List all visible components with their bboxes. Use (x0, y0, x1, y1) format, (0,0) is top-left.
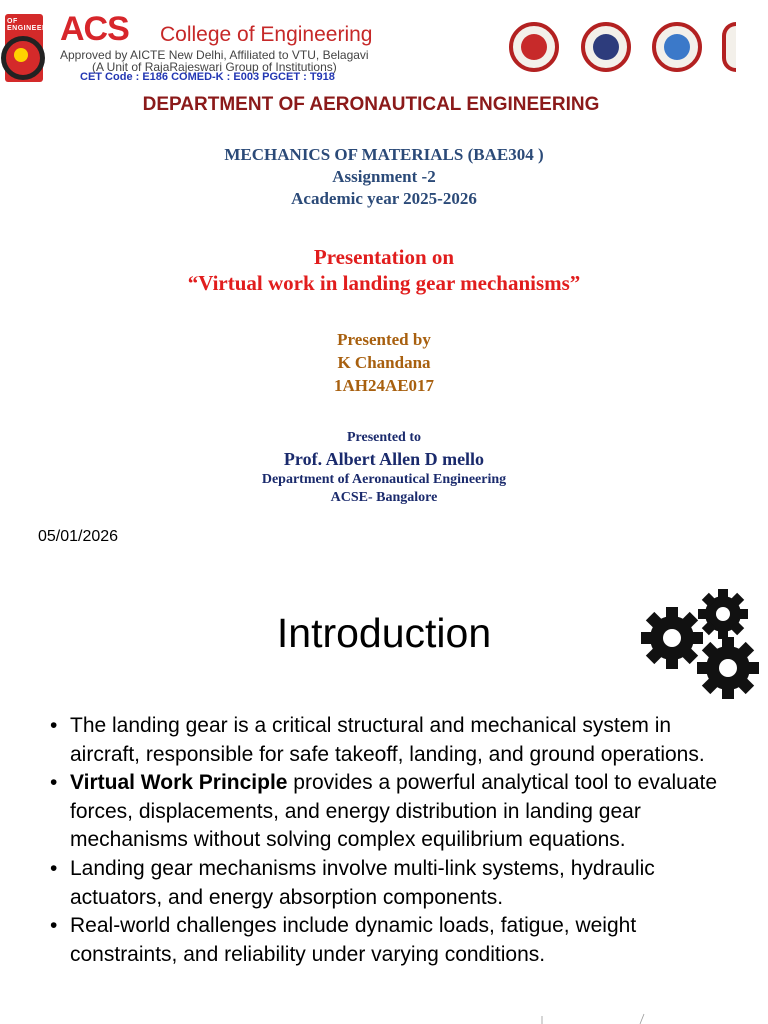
presentation-on-label: Presentation on (313, 245, 455, 269)
student-name: K Chandana (337, 353, 431, 372)
bullet-bold: Virtual Work Principle (70, 771, 288, 795)
approval-text: Approved by AICTE New Delhi, Affiliated to VTU, Belagavi (60, 48, 369, 62)
bullet-text: Landing gear mechanisms involve multi-link systems, hydraulic actuators, and energy absorption components. (70, 856, 655, 909)
gears-icon (640, 588, 762, 706)
next-slide-diagram-fragment (520, 1004, 680, 1024)
institution-name: ACSE- Bangalore (330, 490, 438, 505)
unit-text: (A Unit of RajaRajeswari Group of Institutions) (92, 60, 337, 74)
college-logo (5, 14, 62, 82)
bullet-text: Real-world challenges include dynamic loads, fatigue, weight constraints, and reliability under varying conditions. (70, 914, 637, 966)
professor-name: Prof. Albert Allen D mello (283, 449, 485, 469)
bullet-text: The landing gear is a critical structural and mechanical system in aircraft, responsible for safe takeoff, landing, and ground operations. (70, 714, 705, 766)
partial-badge-icon (722, 22, 736, 72)
list-item (50, 912, 740, 969)
naac-badge-icon (509, 22, 559, 72)
assignment-label: Assignment -2 (332, 167, 436, 186)
presented-to-label: Presented to (347, 430, 421, 445)
nba-badge-icon (652, 22, 702, 72)
intro-title: Introduction (276, 610, 492, 656)
presented-by-label: Presented by (337, 330, 431, 349)
emblem-icon (14, 48, 28, 62)
academic-year: Academic year 2025-2026 (291, 189, 477, 208)
accreditation-badge-icon (581, 22, 631, 72)
list-item (50, 712, 740, 769)
department-heading: DEPARTMENT OF AERONAUTICAL ENGINEERING (142, 94, 600, 115)
bullet-text: provides a powerful analytical tool to evaluate forces, displacements, and energy distribution in landing gear mechanisms without solving complex equilibrium equations. (70, 771, 718, 852)
student-usn: 1AH24AE017 (333, 376, 435, 395)
professor-department: Department of Aeronautical Engineering (261, 472, 507, 487)
logo-text: OF ENGINEERING (7, 18, 62, 32)
presentation-date: 05/01/2026 (38, 528, 119, 545)
brand-name: ACS (60, 10, 129, 48)
presentation-title: “Virtual work in landing gear mechanisms” (187, 271, 581, 295)
intro-bullet-list (50, 712, 740, 969)
list-item (50, 769, 740, 855)
cet-codes: CET Code : E186 COMED-K : E003 PGCET : T918 (80, 71, 335, 83)
list-item (50, 855, 740, 912)
course-title: MECHANICS OF MATERIALS (BAE304 ) (224, 145, 544, 164)
college-name: College of Engineering (160, 23, 373, 46)
